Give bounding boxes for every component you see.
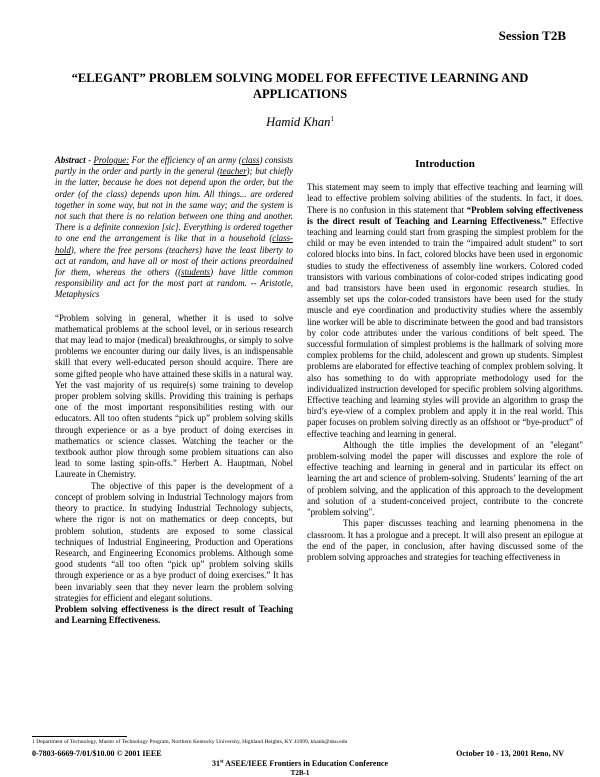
section-heading-introduction: Introduction [415,158,475,170]
session-label: Session T2B [498,28,566,43]
intro-text: This statement may seem to imply that effective teaching and learning will lead to effective problem solving abilities of the students. In fact, it does. There is no confusion in this statement that [307,182,583,215]
abstract-underlined: class [241,155,260,165]
key-statement: Problem solving effectiveness is the direct result of Teaching and Learning Effectiveness. [55,603,293,626]
intro-paragraph-3: This paper discusses teaching and learning phenomena in the classroom. It has a prologue and a precept. It will also present an epilogue at the end of the paper, in conclusion, after having discussed some of the problem solving approaches and strategies for teaching effectiveness in [307,518,583,562]
conf-ordinal: st [219,759,224,765]
abstract-dash: - [85,155,94,165]
intro-bold-statement: “Problem solving effectiveness is the direct result of Teaching and Learning Effectiveness.” [307,204,583,226]
paper-title: “ELEGANT” PROBLEM SOLVING MODEL FOR EFFECTIVE LEARNING AND APPLICATIONS [71,71,529,101]
abstract-text: ) consists partly in the order and partly in the general ( [55,155,294,177]
abstract-text: ); but chiefly in the latter, because he does not depend upon the order, but the order (of the class) depends upon him. All things... are ordered together in some way, but not in the same way; and the system is not such that there is no relation between one thing and another. There is a definite connexion [sic]. Everything is ordered together to one end the arrangement is like that in a household ( [55,166,293,244]
abstract-text: ), where the free persons (teachers) have the least liberty to act at random, and have all or most of their actions preordained for them, whereas the others ( [55,244,293,278]
objective-paragraph: The objective of this paper is the development of a concept of problem solving in Industrial Technology majors from theory to practice. In studying Industrial Technology subjects, where the rigor is not on mathematics or deep concepts, but problem solution, students are exposed to some classical techniques of Industrial Engineering, Production and Operations Research, and Engineering Economics problems. Although some good students “all too often “pick up” problem solving skills through experience or as a bye product of doing exercises.” It has been invariably seen that they never learn the problem solving strategies for efficient and elegant solutions. [55,480,293,603]
abstract-underlined: students [181,267,211,278]
author-line [0,115,600,130]
footnote: 1 Department of Technology, Master of Technology Program, Northern Kentucky University, Highland Heights, KY 41099, khanh@nku.edu [32,739,348,745]
left-column [55,155,293,626]
abstract-underlined: class-hold [55,233,293,255]
footer-conference [0,759,600,768]
right-column [307,155,583,563]
abstract-text: ) have little common responsibility and act for the most part at random. -- Aristotle, Metaphysics [55,267,293,300]
prologue-label: Prologue: [93,155,130,165]
author-name: Hamid Khan [266,115,331,130]
intro-paragraph-1 [307,182,583,440]
conf-name: ASEE/IEEE Frontiers in Education Conference [223,759,388,768]
intro-text: Effective teaching and learning could start from grasping the simplest problem for the child or may be even intended to train the “impaired adult student” to sort colored blocks into bins. In fact, colored blocks have been used in ergonomic studies to study the effectiveness of assembly line workers. Colored coded transistors with various combinations of color-coded stripes indicating good and bad transistors have been used in ergonomic research studies. In assembly set ups the color-coded transistors have been used for the study muscle and eye coordination and productivity studies where the assembly line worker will be able to discriminate between the good and bad transistors by color code attributes under the various conditions of belt speed. The successful formulation of simplest problems is the hallmark of solving more complex problems for the child, adolescent and grown up students. Simplest problems are elaborated for effective teaching of complex problem solving. It also has something to do with appropriate methodology used for the individualized instruction developed for specific problem solving algorithms. Effective teaching and learning styles will provide an algorithm to grasp the bird’s eye-view of a complex problem and apply it in the real world. This paper focuses on problem solving directly as an offshoot or “bye-product” of effective teaching and learning in general. [307,215,584,439]
footer-date: October 10 - 13, 2001 Reno, NV [456,749,564,758]
footer-copyright: 0-7803-6669-7/01/$10.00 © 2001 IEEE [32,749,162,758]
author-footnote-mark: 1 [330,115,334,123]
abstract-text: For the efficiency of an army ( [129,155,242,165]
abstract-underlined: teacher [220,166,247,177]
hauptman-quote: “Problem solving in general, whether it is used to solve mathematical problems at the school level, or in serious research that may lead to major (medical) breakthroughs, or simply to solve problems we encounter during our daily lives, is an indispensable skill that every well-educated person should acquire. There are some gifted people who have attained these skills in a natural way. Yet the vast majority of us require(s) some training to develop proper problem solving skills. Providing this training is perhaps one of the most important responsibilities resting with our educators. All too often students “pick up” problem solving skills through experience or as a bye product of doing exercises in mathematics or science classes. Watching the teacher or the textbook author plow through some problem situations can also lead to some lasting spin-offs.” Herbert A. Hauptman, Nobel Laureate in Chemistry. [55,312,293,480]
conf-number: 31 [211,759,220,768]
footnote-divider [32,736,127,737]
abstract-label: Abstract [55,155,86,165]
intro-paragraph-2: Although the title implies the development of an "elegant" problem-solving model the paper will discusses and explore the role of effective teaching and learning in general and in particular its effect on learning the art and science of problem-solving. Students’ learning of the art of problem solving, and the application of this approach to the development and solution of a student-conceived project, contribute to the concrete "problem solving". [307,439,583,518]
abstract: Abstract - Prologue: For the efficiency of an army (class) consists partly in the order and partly in the general (teacher); but chiefly in the latter, because he does not depend upon the order, but the order (of the class) depends upon him. All things... are ordered together in some way, but not in the same way; and the system is not such that there is no relation between one thing and another. There is a definite connexion [sic]. Everything is ordered together to one end the arrangement is like that in a household (class-hold), where the free persons (teachers) have the least liberty to act at random, and have all or most of their actions preordained for them, whereas the others ((students) have little common responsibility and act for the most part at random. -- Aristotle, Metaphysics [55,155,294,300]
page-number: T2B-1 [290,769,310,777]
